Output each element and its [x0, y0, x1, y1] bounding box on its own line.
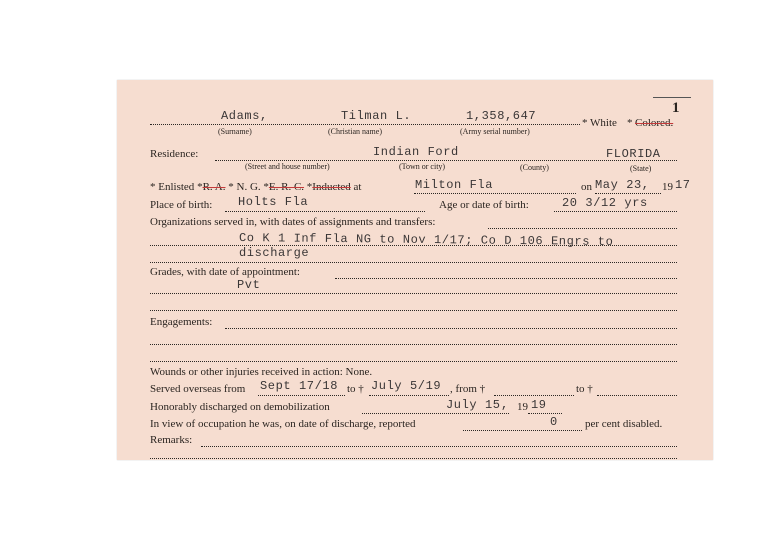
inducted-star: *: [306, 181, 313, 193]
age-line: [554, 211, 677, 212]
engagements-line-2: [150, 361, 677, 362]
birthplace-line: [225, 211, 425, 212]
overseas-to: July 5/19: [371, 379, 442, 393]
christian-caption: (Christian name): [328, 127, 382, 136]
erc-star: *: [263, 181, 269, 193]
serial-caption: (Army serial number): [460, 127, 530, 136]
overseas-to-line: [369, 395, 449, 396]
grades-value: Pvt: [237, 278, 261, 292]
ra-star: *: [197, 181, 203, 193]
inducted-option: Inducted: [312, 181, 351, 193]
serial-number-value: 1,358,647: [466, 109, 537, 123]
surname-caption: (Surname): [218, 127, 252, 136]
state-caption: (State): [630, 164, 652, 173]
remarks-line-1: [150, 458, 677, 459]
race-colored-star: *: [627, 117, 633, 129]
disability-line: [463, 430, 582, 431]
organizations-line-2: [150, 262, 677, 263]
race-colored-label: Colored.: [635, 117, 674, 129]
county-caption: (County): [520, 163, 549, 172]
enlisted-prefix: * Enlisted: [150, 181, 195, 193]
overseas-from: Sept 17/18: [260, 379, 339, 393]
organizations-value-line1: Co K 1 Inf Fla NG to Nov 1/17; Co D 106 Engrs to: [238, 231, 614, 249]
discharge-date-line: [362, 413, 509, 414]
overseas-to-label: to †: [347, 383, 364, 395]
engagements-label: Engagements:: [150, 316, 213, 328]
enlisted-row: [150, 181, 361, 193]
at-label: at: [353, 181, 362, 193]
discharge-comma: ,: [501, 398, 509, 412]
race-white-label: * White: [582, 117, 617, 129]
organizations-value-line2: discharge: [239, 246, 310, 260]
organizations-line-0: [488, 228, 677, 229]
residence-state: FLORIDA: [606, 147, 661, 161]
name-line: [150, 124, 580, 125]
service-record-card: [117, 80, 713, 460]
overseas-from-line: [258, 395, 345, 396]
engagements-line-0: [225, 328, 677, 329]
overseas-from2-line: [494, 395, 574, 396]
age-value: 20 3/12 yrs: [562, 196, 648, 210]
enlisted-place: Milton Fla: [415, 178, 494, 192]
surname-value: Adams,: [221, 109, 268, 123]
street-caption: (Street and house number): [245, 162, 330, 171]
grades-line-2: [150, 310, 677, 311]
enlisted-year-suffix: 17: [675, 178, 691, 192]
card-number: 1: [672, 100, 680, 116]
organizations-label: Organizations served in, with dates of assignments and transfers:: [150, 216, 436, 228]
disability-label: In view of occupation he was, on date of discharge, reported: [150, 418, 416, 430]
overseas-to2-line: [597, 395, 677, 396]
birthplace-value: Holts Fla: [238, 195, 309, 209]
christian-name-value: Tilman L.: [341, 109, 412, 123]
grades-label: Grades, with date of appointment:: [150, 266, 300, 278]
overseas-from2-label: , from †: [450, 383, 486, 395]
grades-line-1: [150, 293, 677, 294]
discharge-year-suffix: 19: [531, 398, 547, 412]
remarks-label: Remarks:: [150, 434, 193, 446]
card-number-rule: [653, 97, 691, 98]
enlisted-year-prefix: 19: [662, 181, 673, 193]
discharge-date: July 15: [446, 398, 501, 412]
grades-line-0: [335, 278, 677, 279]
town-caption: (Town or city): [399, 162, 446, 171]
enlisted-place-line: [414, 193, 576, 194]
enlisted-date: May 23,: [595, 178, 650, 192]
erc-option: E. R. C.: [268, 181, 305, 193]
enlisted-date-line: [595, 193, 661, 194]
discharge-year-prefix: 19: [517, 401, 528, 413]
birthplace-label: Place of birth:: [150, 199, 213, 211]
remarks-line-0: [201, 446, 677, 447]
engagements-line-1: [150, 344, 677, 345]
overseas-label: Served overseas from: [150, 383, 246, 395]
discharge-year-line: [528, 413, 562, 414]
age-label: Age or date of birth:: [439, 199, 529, 211]
on-label: on: [581, 181, 592, 193]
residence-town: Indian Ford: [373, 145, 459, 159]
disability-suffix: per cent disabled.: [585, 418, 663, 430]
residence-label: Residence:: [150, 148, 199, 160]
wounds-label: Wounds or other injuries received in action: None.: [150, 366, 373, 378]
overseas-to2-label: to †: [576, 383, 593, 395]
discharge-label: Honorably discharged on demobilization: [150, 401, 330, 413]
ra-option: R. A.: [202, 181, 226, 193]
ng-option: * N. G.: [228, 181, 261, 193]
disability-value: 0: [550, 415, 558, 429]
